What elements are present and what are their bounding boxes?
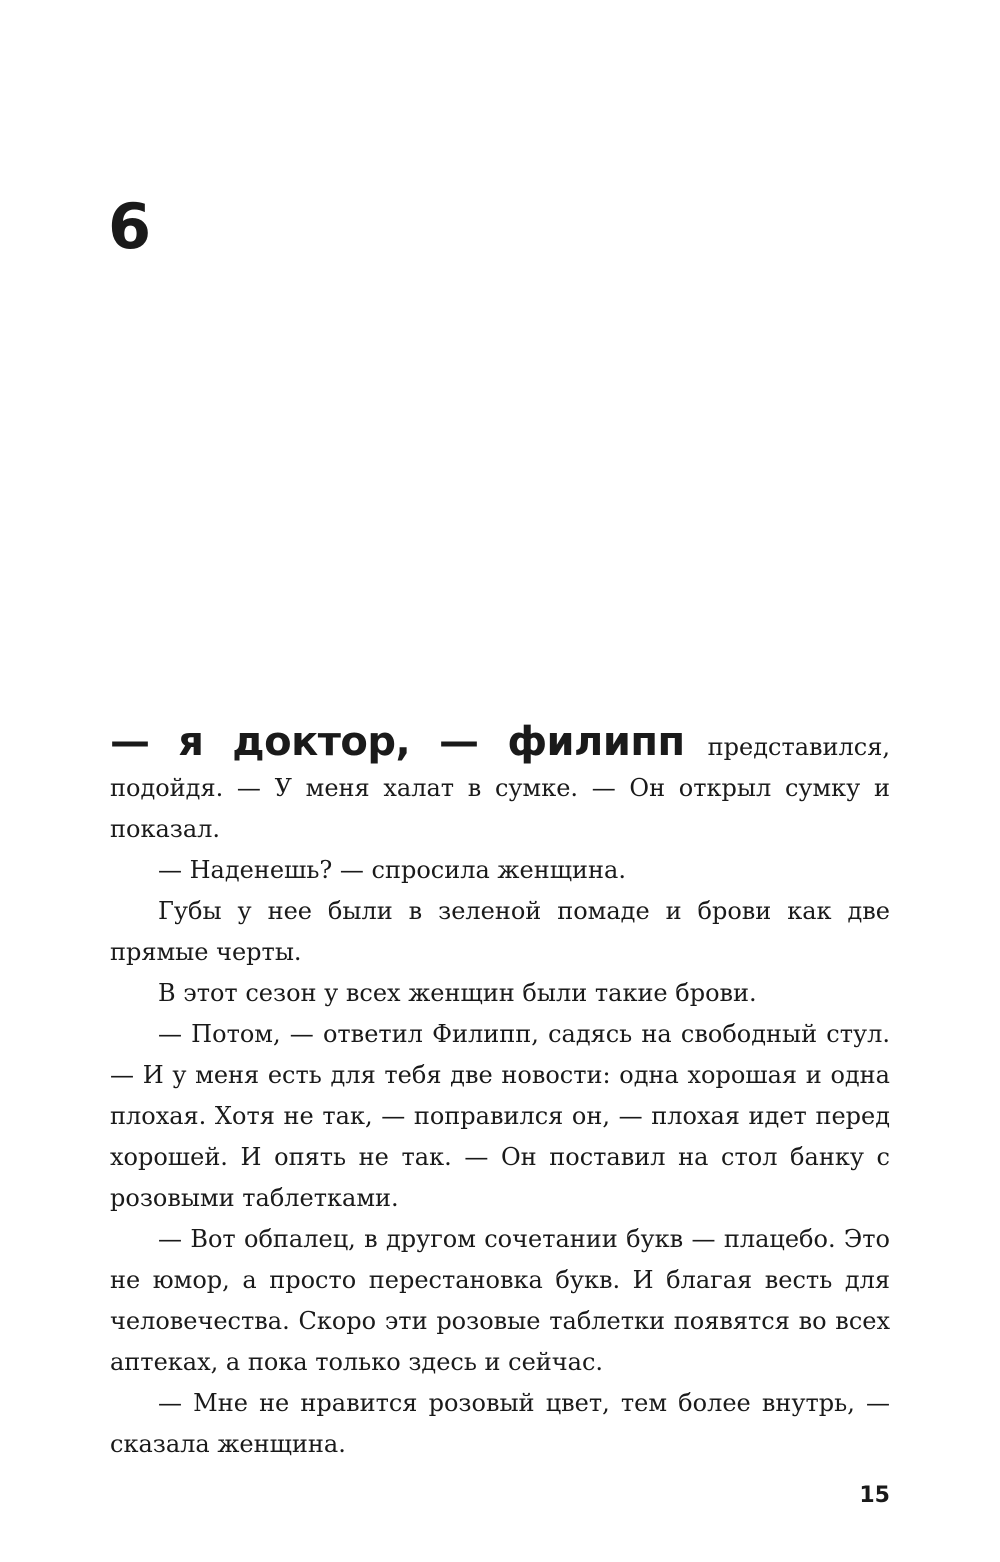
paragraph-2: — Наденешь? — спросила женщина.	[158, 856, 626, 884]
paragraph-7: — Мне не нравится розовый цвет, тем более внутрь, — сказала женщина.	[110, 1389, 890, 1458]
paragraph-1-text: представился, подойдя. — У меня халат в сумке. — Он открыл сумку и показал.	[110, 733, 890, 843]
page-number: 15	[859, 1483, 890, 1508]
paragraph-6: — Вот обпалец, в другом сочетании букв — плацебо. Это не юмор, а просто перестановка букв. И благая весть для человечества. Скоро эти розовые таблетки появятся во всех аптеках, а пока только здесь и сейчас.	[110, 1225, 890, 1376]
chapter-number: 6	[108, 190, 152, 263]
lead-in-text: — я доктор, — филипп	[110, 719, 685, 765]
paragraph-1	[110, 719, 890, 850]
chapter-body	[110, 719, 890, 1465]
paragraph-5: — Потом, — ответил Филипп, садясь на свободный стул. — И у меня есть для тебя две новости: одна хорошая и одна плохая. Хотя не так, — поправился он, — плохая идет перед хорошей. И опять не так. — Он поставил на стол банку с розовыми таблетками.	[110, 1020, 890, 1212]
paragraph-4: В этот сезон у всех женщин были такие брови.	[158, 979, 757, 1007]
paragraph-3: Губы у нее были в зеленой помаде и брови как две прямые черты.	[110, 897, 890, 966]
